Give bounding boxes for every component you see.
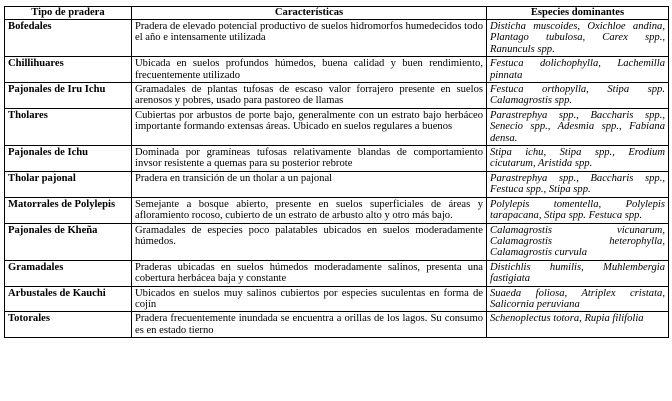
table-row — [5, 197, 669, 223]
cell-caracteristicas: Pradera en transición de un tholar a un pajonal — [132, 171, 487, 197]
cell-tipo: Totorales — [5, 312, 132, 338]
cell-tipo: Matorrales de Polylepis — [5, 197, 132, 223]
table-row — [5, 260, 669, 286]
cell-tipo: Chillihuares — [5, 57, 132, 83]
cell-especies: Polylepis tomentella, Polylepis tarapacana, Stipa spp. Festuca spp. — [487, 197, 669, 223]
table-header-row — [5, 7, 669, 20]
header-caracteristicas: Características — [132, 7, 487, 20]
cell-tipo: Pajonales de Ichu — [5, 146, 132, 172]
table-row — [5, 286, 669, 312]
cell-especies: Stipa ichu, Stipa spp., Erodium cicutarum, Aristida spp. — [487, 146, 669, 172]
cell-especies: Suaeda foliosa, Atriplex cristata, Salicornia peruviana — [487, 286, 669, 312]
table-row — [5, 312, 669, 338]
cell-tipo: Tholares — [5, 108, 132, 145]
cell-caracteristicas: Praderas ubicadas en suelos húmedos moderadamente salinos, presenta una cobertura herbácea baja y constante — [132, 260, 487, 286]
header-tipo: Tipo de pradera — [5, 7, 132, 20]
cell-caracteristicas: Gramadales de especies poco palatables ubicados en suelos moderadamente húmedos. — [132, 223, 487, 260]
table-row — [5, 171, 669, 197]
table-row — [5, 223, 669, 260]
cell-caracteristicas: Ubicados en suelos muy salinos cubiertos por especies suculentas en forma de cojín — [132, 286, 487, 312]
cell-caracteristicas: Ubicada en suelos profundos húmedos, buena calidad y buen rendimiento, frecuentemente utilizado — [132, 57, 487, 83]
cell-tipo: Arbustales de Kauchi — [5, 286, 132, 312]
cell-caracteristicas: Pradera frecuentemente inundada se encuentra a orillas de los lagos. Su consumo es en estado tierno — [132, 312, 487, 338]
table-row — [5, 108, 669, 145]
cell-especies: Festuca orthopylla, Stipa spp. Calamagrostis spp. — [487, 83, 669, 109]
cell-tipo: Gramadales — [5, 260, 132, 286]
table-row — [5, 83, 669, 109]
cell-caracteristicas: Pradera de elevado potencial productivo de suelos hidromorfos humedecidos todo el año e intensamente utilizada — [132, 20, 487, 57]
cell-especies: Calamagrostis vicunarum, Calamagrostis heterophylla, Calamagrostis curvula — [487, 223, 669, 260]
cell-tipo: Pajonales de Kheña — [5, 223, 132, 260]
cell-especies: Schenoplectus totora, Rupia filifolia — [487, 312, 669, 338]
cell-caracteristicas: Cubiertas por arbustos de porte bajo, generalmente con un estrato bajo herbáceo importante formando extensas áreas. Ubicado en suelos regulares a buenos — [132, 108, 487, 145]
cell-especies: Festuca dolichophylla, Lachemilla pinnata — [487, 57, 669, 83]
cell-especies: Parastrephya spp., Baccharis spp., Senecio spp., Adesmia spp., Fabiana densa. — [487, 108, 669, 145]
cell-tipo: Tholar pajonal — [5, 171, 132, 197]
cell-especies: Parastrephya spp., Baccharis spp., Festuca spp., Stipa spp. — [487, 171, 669, 197]
cell-especies: Disticha muscoides, Oxichloe andina, Plantago tubulosa, Carex spp., Ranunculs spp. — [487, 20, 669, 57]
table-row — [5, 146, 669, 172]
pradera-table — [4, 6, 669, 338]
cell-caracteristicas: Dominada por gramíneas tufosas relativamente blandas de comportamiento invsor resistente a quemas para su posterior rebrote — [132, 146, 487, 172]
cell-tipo: Bofedales — [5, 20, 132, 57]
table-row — [5, 20, 669, 57]
table-row — [5, 57, 669, 83]
cell-caracteristicas: Gramadales de plantas tufosas de escaso valor forrajero presente en suelos arenosos y pobres, usado para pastoreo de llamas — [132, 83, 487, 109]
cell-caracteristicas: Semejante a bosque abierto, presente en suelos superficiales de áreas y afloramiento rocoso, cubierto de un estrato de arbusto alto y otro más bajo. — [132, 197, 487, 223]
header-especies: Especies dominantes — [487, 7, 669, 20]
cell-tipo: Pajonales de Iru Ichu — [5, 83, 132, 109]
cell-especies: Distichlis humilis, Muhlembergia fastigiata — [487, 260, 669, 286]
